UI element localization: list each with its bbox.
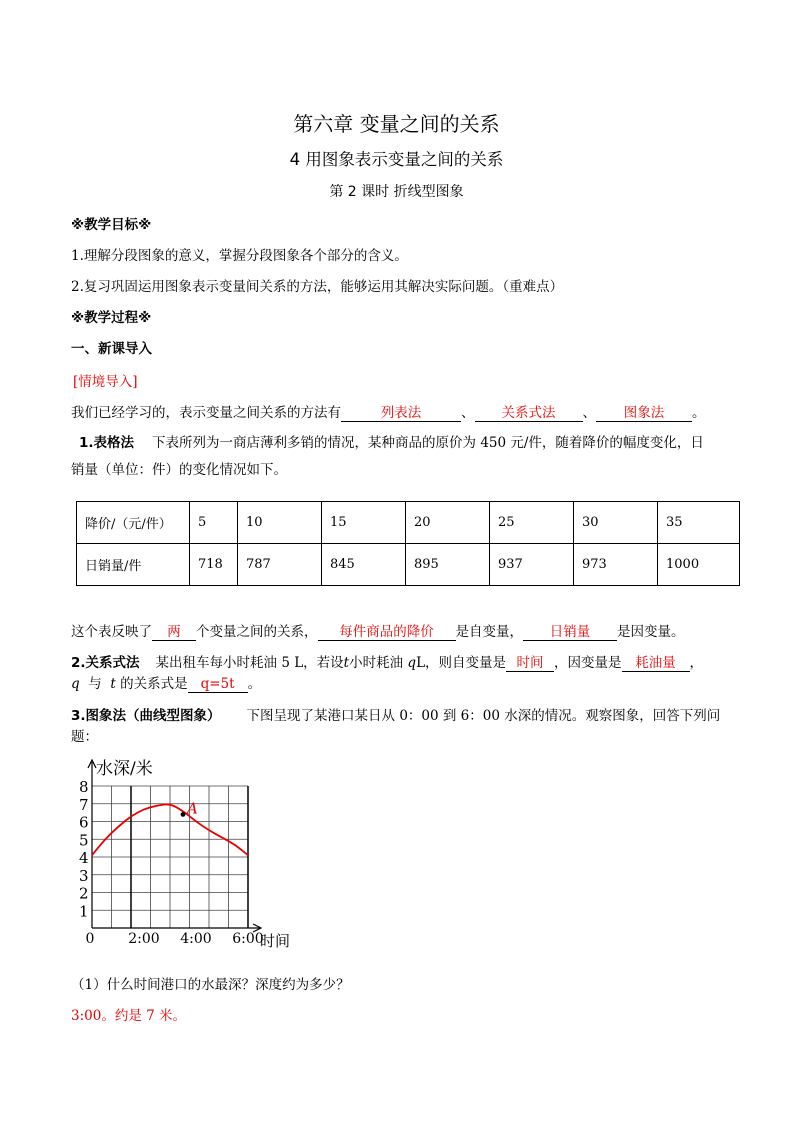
row-header-discount: 降价/（元/件） xyxy=(77,502,190,544)
answer-1: 3:00。约是 7 米。 xyxy=(71,1008,186,1024)
table-cell: 895 xyxy=(406,544,490,586)
formula-text2: 小时耗油 xyxy=(349,655,404,671)
blank-time: 时间 xyxy=(506,655,554,672)
y-axis-label: 水深/米 xyxy=(96,759,153,779)
var-t: t xyxy=(343,655,350,671)
table-cell: 30 xyxy=(574,502,658,544)
table-method-line1 xyxy=(79,431,704,451)
table-row xyxy=(77,544,740,586)
reflect-end: 是因变量。 xyxy=(617,624,685,640)
point-a-label: A xyxy=(187,799,198,818)
row-header-sales: 日销量/件 xyxy=(77,544,190,586)
var-t: t xyxy=(110,676,116,692)
section-title: 4 用图象表示变量之间的关系 xyxy=(289,150,504,169)
blank-two: 两 xyxy=(152,624,196,641)
intro-prefix: 我们已经学习的，表示变量之间关系的方法有 xyxy=(71,405,341,421)
x-tick-label: 2:00 xyxy=(128,931,160,947)
intro-sep1: 、 xyxy=(461,405,475,421)
y-tick-label: 1 xyxy=(79,902,89,921)
blank-formula: q=5t xyxy=(188,676,248,693)
table-cell: 5 xyxy=(190,502,238,544)
reflect-mid2: 是自变量， xyxy=(455,624,523,640)
formula-text1: 某出租车每小时耗油 5 L，若设 xyxy=(155,655,344,671)
graph-method-line2: 题： xyxy=(71,729,98,745)
y-tick-label: 4 xyxy=(79,849,89,867)
table-method-label: 1.表格法 xyxy=(79,435,135,451)
goal-item-2: 2.复习巩固运用图象表示变量间关系的方法，能够运用其解决实际问题。（重难点） xyxy=(71,279,564,295)
table-cell: 1000 xyxy=(658,544,740,586)
x-tick-label: 4:00 xyxy=(180,931,212,947)
table-cell: 15 xyxy=(322,502,406,544)
formula-method-label: 2.关系式法 xyxy=(71,655,140,671)
intro-line xyxy=(71,401,706,422)
table-method-line2: 销量（单位：件）的变化情况如下。 xyxy=(71,462,287,478)
situation-label: [情境导入] xyxy=(73,374,138,390)
formula-method-line2 xyxy=(71,672,261,693)
x-axis-label: 时间 xyxy=(260,932,291,950)
formula-relation-text: 的关系式是 xyxy=(120,676,188,692)
graph-method-text: 下图呈现了某港口某日从 0：00 到 6：00 水深的情况。观察图象，回答下列问 xyxy=(246,708,721,724)
goals-heading: ※教学目标※ xyxy=(71,217,152,233)
reflect-line xyxy=(71,620,685,641)
x-tick-label: 6:00 xyxy=(232,931,264,947)
formula-end: 。 xyxy=(247,676,262,692)
blank-formula-method: 关系式法 xyxy=(475,405,583,422)
sales-table xyxy=(76,501,740,586)
blank-dependent: 日销量 xyxy=(523,624,617,641)
blank-fuel: 耗油量 xyxy=(622,655,690,672)
chart-grid xyxy=(92,786,248,928)
y-tick-label: 3 xyxy=(79,866,89,885)
water-depth-chart xyxy=(70,752,300,954)
process-heading: ※教学过程※ xyxy=(71,310,152,326)
y-tick-label: 2 xyxy=(79,884,89,903)
x-tick-label: 0 xyxy=(85,931,95,947)
graph-method-label: 3.图象法（曲线型图象） xyxy=(71,708,221,724)
lesson-title: 第 2 课时 折线型图象 xyxy=(329,184,464,200)
table-cell: 718 xyxy=(190,544,238,586)
y-tick-label: 8 xyxy=(79,778,89,796)
table-cell: 25 xyxy=(490,502,574,544)
blank-list-method: 列表法 xyxy=(341,405,461,422)
blank-independent: 每件商品的降价 xyxy=(318,624,456,641)
formula-method-line1 xyxy=(71,651,703,672)
intro-sep2: 、 xyxy=(582,405,596,421)
table-cell: 845 xyxy=(322,544,406,586)
chapter-title: 第六章 变量之间的关系 xyxy=(293,112,500,136)
reflect-prefix: 这个表反映了 xyxy=(71,624,152,640)
formula-text3: L，则自变量是 xyxy=(416,655,507,671)
goal-item-1: 1.理解分段图象的意义，掌握分段图象各个部分的含义。 xyxy=(71,248,408,264)
blank-graph-method: 图象法 xyxy=(596,405,692,422)
intro-end: 。 xyxy=(692,405,706,421)
table-cell: 35 xyxy=(658,502,740,544)
table-row xyxy=(77,502,740,544)
table-cell: 937 xyxy=(490,544,574,586)
y-tick-label: 6 xyxy=(79,813,89,832)
chart-ticks xyxy=(79,778,264,947)
formula-text5: ， xyxy=(689,655,704,671)
table-cell: 973 xyxy=(574,544,658,586)
point-a-marker xyxy=(181,812,186,817)
var-q: q xyxy=(407,655,417,671)
table-cell: 787 xyxy=(238,544,322,586)
formula-with: 与 xyxy=(88,676,102,692)
var-q: q xyxy=(71,676,80,692)
y-tick-label: 7 xyxy=(79,795,89,814)
table-cell: 10 xyxy=(238,502,322,544)
y-tick-label: 5 xyxy=(79,831,89,850)
table-method-text: 下表所列为一商店薄利多销的情况，某种商品的原价为 450 元/件，随着降价的幅度变化，日 xyxy=(152,435,704,451)
part1-heading: 一、新课导入 xyxy=(71,341,152,357)
formula-text4: ，因变量是 xyxy=(554,655,622,671)
question-1: （1）什么时间港口的水最深？深度约为多少？ xyxy=(71,977,350,993)
reflect-mid1: 个变量之间的关系， xyxy=(196,624,318,640)
graph-method-line1 xyxy=(71,704,720,724)
table-cell: 20 xyxy=(406,502,490,544)
